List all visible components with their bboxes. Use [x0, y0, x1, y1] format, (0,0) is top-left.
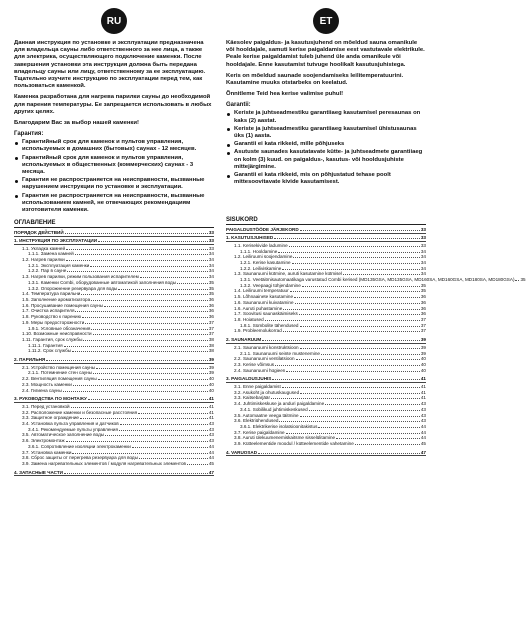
- leader-dots: [66, 441, 208, 442]
- toc-entry-label: 1.2. Leiliruumi soojendamine: [234, 254, 293, 260]
- leader-dots: [265, 320, 420, 321]
- toc-entry-label: 4. ЗАПАСНЫЕ ЧАСТИ: [14, 469, 63, 475]
- et-intro-paragraph: Käesolev paigaldus- ja kasutusjuhend on mõeldud sauna omanikule või hooldajale, samuti kerise paigaldamise eest vastutavale elektrikule. Peale kerise paigaldamist tuleb juhend üle anda omanikule või hooldajale. Enne kasutamist tutvuge hoolikalt kasutusjuhistega.: [226, 40, 425, 68]
- toc-entry-label: 1.6. Просушивание помещения сауны: [22, 302, 103, 308]
- ru-guarantee-item: Гарантия не распространяется на неисправности, вызванные использованием камней, не отвечающих рекомендациям изготовителя каменки.: [14, 193, 214, 215]
- leader-dots: [73, 385, 208, 386]
- toc-section: [14, 357, 214, 393]
- ru-guarantee-item: Гарантия не распространяется на неисправности, вызванные нарушением инструкции по установке и эксплуатации.: [14, 177, 214, 191]
- toc-entry-label: 1.2.1. Kerise kasutamine: [240, 259, 291, 265]
- toc-entry-label: 1.7. Soovitusi saunaskäimiseks: [234, 311, 298, 317]
- toc-entry-label: 1.5. Lõhnaainete kasutamine: [234, 294, 293, 300]
- toc-section: [14, 396, 214, 466]
- toc-entry-label: 1.1.1. Hooldamine: [240, 248, 278, 254]
- toc-entry-page: 41: [208, 403, 214, 409]
- toc-entry-label: 1.8. Руководство к парению: [22, 314, 82, 320]
- leader-dots: [295, 303, 420, 304]
- toc-entry-page: 37: [420, 328, 426, 334]
- toc-entry-page: 38: [208, 342, 214, 348]
- ru-toc-header-label: ПОРЯДОК ДЕЙСТВИЙ: [14, 230, 64, 236]
- toc-entry-page: 36: [420, 311, 426, 317]
- toc-entry-page: 37: [420, 317, 426, 322]
- toc-entry-label: 2.4. Гигиена сауны: [22, 387, 62, 393]
- ru-toc-title: ОГЛАВЛЕНИЕ: [14, 220, 56, 227]
- leader-dots: [292, 263, 420, 264]
- toc-entry-label: 1.2. Нагрев парилки: [22, 257, 65, 263]
- leader-dots: [286, 371, 420, 372]
- toc-entry-label: 1.3. Saunaruumi kütmine, auruti kasutamine kütmisel: [234, 271, 343, 277]
- leader-dots: [118, 289, 208, 290]
- toc-entry-label: 2.1. Saunaruumi konstruktsioon: [234, 344, 299, 350]
- toc-entry-label: 4. VARUOSAD: [226, 449, 258, 455]
- toc-section: [226, 235, 526, 334]
- toc-entry[interactable]: [14, 470, 214, 477]
- toc-entry-page: 41: [420, 395, 426, 401]
- leader-dots: [80, 418, 208, 419]
- ru-intro-paragraph: Каменка разработана для нагрева парилки сауны до необходимой для парения температуры. Ее запрещается использовать в любых других целях.: [14, 94, 212, 115]
- leader-dots: [279, 421, 419, 422]
- toc-entry-page: 40: [208, 381, 214, 387]
- toc-entry-page: 34: [208, 274, 214, 280]
- toc-entry-page: 36: [208, 308, 214, 314]
- toc-entry-label: 1.1. Укладка камней: [22, 245, 66, 251]
- toc-entry-label: 3.6.1. Elektrikerise isolatsioonitakistus: [240, 423, 318, 429]
- toc-entry[interactable]: [226, 235, 426, 242]
- leader-dots: [272, 379, 420, 380]
- toc-entry-label: 3.3. Kaitsebarjäär: [234, 395, 271, 401]
- toc-entry-label: 2.1.1. Saunaruumi seinte mustenemine: [240, 350, 320, 356]
- toc-entry-label: 1.1. Kerisekivide ladumine: [234, 242, 288, 248]
- toc-entry-page: 35: [520, 277, 526, 283]
- toc-entry-label: 1.3.1. Veetäitmisautomaatikaga varustatud Combi kerised (MD135GSA, MD135GSA, MD160SA, MD160GSA, MD180SA, MD180GSA): [240, 277, 515, 283]
- toc-entry-page: 44: [208, 449, 214, 455]
- leader-dots: [91, 329, 207, 330]
- leader-dots: [85, 323, 208, 324]
- leader-dots: [274, 238, 420, 239]
- toc-entry-page: 43: [208, 438, 214, 444]
- toc-section: [14, 238, 214, 354]
- toc-entry-page: 37: [208, 331, 214, 337]
- toc-entry-label: 1.4. Температура парильни: [22, 291, 81, 297]
- toc-entry-label: 1.6. Saunaruumi kuivatamine: [234, 299, 294, 305]
- toc-entry-page: 44: [420, 435, 426, 441]
- toc-entry-page: 39: [208, 357, 214, 363]
- toc-entry-page: 36: [208, 297, 214, 302]
- toc-entry-label: 3.1. Enne paigaldamist: [234, 384, 281, 390]
- toc-entry-page: 35: [208, 291, 214, 297]
- toc-entry-label: 3.6. Электромонтаж: [22, 438, 65, 444]
- toc-entry-label: 3.9. Küttеelementide moodul / küttеelementide vahetamine: [234, 441, 354, 447]
- toc-entry-label: 1.10. Возможные неисправности: [22, 331, 92, 337]
- toc-entry-label: 1.3. Нагрев парилки, режим пользования испарителем: [22, 274, 139, 280]
- toc-entry[interactable]: [14, 388, 214, 394]
- toc-entry-page: 36: [208, 314, 214, 320]
- leader-dots: [81, 294, 207, 295]
- leader-dots: [72, 453, 207, 454]
- toc-entry-page: 43: [420, 401, 426, 407]
- ru-intro-paragraph: Благодарим Вас за выбор нашей каменки!: [14, 120, 139, 127]
- leader-dots: [343, 274, 420, 275]
- toc-entry-label: 1.9.1. Условные обозначения: [28, 325, 91, 331]
- leader-dots: [65, 233, 208, 234]
- toc-entry-page: 37: [208, 325, 214, 331]
- toc-entry-label: 1.3.2. Опорожнение резервуара для воды: [28, 285, 118, 291]
- et-intro-paragraph: Keris on mõeldud saunade soojendamiseks leilitemperatuurini. Kasutamine muuks otstarbeks on keelatud.: [226, 72, 404, 87]
- leader-dots: [75, 311, 207, 312]
- toc-entry-page: 44: [208, 455, 214, 461]
- toc-entry[interactable]: [226, 376, 426, 383]
- toc-entry-label: 3.6.1. Сопротивление изоляции электрокаменки: [28, 443, 131, 449]
- leader-dots: [64, 473, 208, 474]
- ru-toc-rule: [14, 227, 214, 228]
- leader-dots: [289, 246, 420, 247]
- toc-entry-label: 3.4. Juhtimiskeskuse ja anduri paigaldamine: [234, 401, 325, 407]
- toc-entry-label: 2.4. Saunaruumi hügieen: [234, 367, 286, 373]
- et-guarantee-title: Garantii:: [226, 102, 251, 109]
- leader-dots: [139, 458, 208, 459]
- toc-entry-page: 44: [208, 443, 214, 449]
- leader-dots: [300, 416, 420, 417]
- ru-toc-header[interactable]: [14, 230, 214, 237]
- toc-entry-label: 2.1. Устройство помещения сауны: [22, 364, 96, 370]
- leader-dots: [71, 407, 208, 408]
- leader-dots: [88, 399, 208, 400]
- toc-entry-page: 43: [208, 421, 214, 427]
- leader-dots: [302, 286, 420, 287]
- toc-entry-label: 3. РУКОВОДСТВА ПО МОНТАЖУ: [14, 396, 87, 402]
- toc-entry-page: 39: [420, 344, 426, 350]
- toc-entry-label: 1.3.1. Каменки Combi, оборудованные автоматикой заполнения воды: [28, 279, 177, 285]
- leader-dots: [46, 360, 208, 361]
- leader-dots: [300, 326, 420, 327]
- toc-entry-label: 3.8. Сброс защиты от перегрева резервуара для воды: [22, 455, 138, 461]
- leader-dots: [286, 433, 420, 434]
- leader-dots: [275, 365, 420, 366]
- toc-entry-label: 2.1.1. Потемнение стен сауны: [28, 370, 92, 376]
- toc-entry-page: 38: [208, 336, 214, 342]
- toc-entry-label: 3.4. Установка пульта управления и датчиков: [22, 421, 119, 427]
- toc-entry-label: 2. SAUNARUUM: [226, 337, 262, 343]
- toc-entry-page: 45: [420, 441, 426, 447]
- leader-dots: [278, 252, 420, 253]
- toc-entry-label: 1.9. Probleemolukorrad: [234, 328, 282, 334]
- leader-dots: [271, 398, 420, 399]
- et-toc-header-page: 33: [420, 227, 426, 233]
- toc-entry-label: 1.4. Leiliruumi temperatuur: [234, 288, 289, 294]
- et-column: [226, 8, 526, 459]
- leader-dots: [63, 391, 208, 392]
- leader-dots: [283, 309, 420, 310]
- toc-entry[interactable]: [226, 450, 426, 457]
- toc-entry-page: 34: [420, 248, 426, 254]
- toc-entry-label: 3. PAIGALDUSJUHIS: [226, 376, 272, 382]
- toc-entry-label: 3.2. Расположение каменки и безопасные расстояния: [22, 409, 138, 415]
- leader-dots: [83, 340, 208, 341]
- toc-entry-label: 3.5. Automaatne veega täitmine: [234, 412, 299, 418]
- leader-dots: [119, 430, 208, 431]
- toc-entry-page: 34: [420, 259, 426, 265]
- et-intro-paragraph: Õnnitleme Teid hea kerise valimise puhul!: [226, 91, 344, 98]
- toc-entry-page: 40: [420, 367, 426, 373]
- leader-dots: [300, 348, 420, 349]
- et-intro: [226, 40, 426, 186]
- leader-dots: [282, 387, 420, 388]
- toc-entry-page: 35: [420, 288, 426, 294]
- toc-entry[interactable]: [226, 328, 426, 334]
- leader-dots: [290, 291, 420, 292]
- toc-entry-page: 39: [208, 370, 214, 376]
- toc-entry-page: 34: [420, 271, 426, 277]
- leader-dots: [336, 438, 420, 439]
- toc-entry-label: 2. ПАРИЛЬНЯ: [14, 357, 46, 363]
- leader-dots: [64, 346, 208, 347]
- toc-entry-page: 39: [420, 337, 426, 343]
- leader-dots: [132, 447, 208, 448]
- toc-entry-page: 33: [420, 235, 426, 241]
- toc-entry-page: 41: [208, 409, 214, 415]
- leader-dots: [75, 254, 208, 255]
- ru-column: [14, 8, 214, 479]
- leader-dots: [318, 427, 420, 428]
- leader-dots: [138, 413, 208, 414]
- toc-entry-label: 3.9. Замена нагревательных элементов / модуля нагревательных элементов: [22, 460, 186, 466]
- et-guarantee-item: Keriste ja juhtseadmestiku garantiiaeg kasutamisel ühistusaunas üks (1) aasta.: [226, 126, 426, 140]
- leader-dots: [120, 424, 208, 425]
- toc-entry-label: 2.3. Kerise võimsus: [234, 361, 275, 367]
- et-toc-list: [226, 235, 526, 456]
- leader-dots: [282, 269, 420, 270]
- toc-entry-label: 1. ИНСТРУКЦИЯ ПО ЭКСПЛУАТАЦИИ: [14, 237, 98, 243]
- toc-entry-page: 44: [420, 423, 426, 429]
- toc-entry-label: 1.7. Очистка испарителя: [22, 308, 75, 314]
- leader-dots: [93, 334, 208, 335]
- toc-entry-label: 3.8. Auruti ülekuumenemiskaitsme sisselülitamine: [234, 435, 336, 441]
- leader-dots: [296, 359, 420, 360]
- toc-entry-page: 40: [208, 387, 214, 393]
- toc-section: [226, 376, 426, 446]
- et-toc-header[interactable]: [226, 227, 426, 234]
- toc-entry[interactable]: [14, 396, 214, 403]
- leader-dots: [187, 464, 208, 465]
- toc-entry-label: 1.5. Заполнение ароматизатора: [22, 297, 91, 302]
- toc-entry[interactable]: [14, 348, 214, 354]
- leader-dots: [177, 283, 208, 284]
- leader-dots: [294, 297, 420, 298]
- toc-entry-label: 2.2. Вентиляция помещения сауны: [22, 376, 97, 382]
- toc-entry-label: 3.7. Kerise paigaldamine: [234, 429, 285, 435]
- toc-entry-page: 34: [208, 262, 214, 268]
- leader-dots: [66, 249, 208, 250]
- leader-dots: [105, 435, 208, 436]
- leader-dots: [300, 393, 420, 394]
- toc-entry-label: 2.3. Мощность каменки: [22, 381, 72, 387]
- toc-entry-page: 37: [420, 322, 426, 328]
- toc-entry-label: 1.11.1. Гарантия: [28, 342, 63, 348]
- toc-entry-page: 37: [208, 319, 214, 325]
- toc-entry-page: 47: [208, 469, 214, 475]
- leader-dots: [90, 266, 208, 267]
- ru-guarantee-list: [14, 139, 214, 214]
- toc-entry-label: 1.2.2. Leiliviskamine: [240, 265, 282, 271]
- et-guarantee-list: [226, 110, 426, 186]
- ru-intro: [14, 40, 214, 214]
- toc-entry-label: 1.8.1. Sümbolite tähendused: [240, 322, 299, 328]
- leader-dots: [98, 241, 208, 242]
- et-toc-title: SISUKORD: [226, 217, 258, 224]
- toc-section: [226, 450, 426, 457]
- ru-toc-list: [14, 238, 214, 476]
- leader-dots: [82, 317, 208, 318]
- toc-entry-page: 47: [420, 449, 426, 455]
- toc-entry-page: 34: [208, 257, 214, 263]
- toc-entry-label: 3.5. Автоматическое заполнение воды: [22, 432, 105, 438]
- leader-dots: [355, 444, 420, 445]
- leader-dots: [72, 351, 208, 352]
- leader-dots: [325, 404, 420, 405]
- toc-entry-page: 40: [420, 356, 426, 362]
- toc-entry-page: 40: [208, 376, 214, 382]
- toc-entry-label: 3.2. Asukoht ja ohutuskaugused: [234, 389, 300, 395]
- toc-entry-page: 43: [420, 406, 426, 412]
- toc-entry-page: 39: [420, 350, 426, 356]
- toc-entry-page: 34: [208, 251, 214, 257]
- toc-entry-page: 35: [208, 285, 214, 291]
- toc-entry-label: 3.4.1. Рекомендуемые пульты управления: [28, 426, 118, 432]
- ru-intro-paragraph: Данная инструкция по установке и эксплуатации предназначена для владельца сауны либо ответственного за нее лица, а также для электрика, осуществляющего подключение каменки. После завершения установки эта инструкция должна быть передана владельцу сауны или лицу, ответственному за ее эксплуатацию. Тщательно изучите инструкцию по эксплуатации перед тем, как пользоваться каменкой.: [14, 40, 206, 90]
- toc-entry-page: 35: [208, 279, 214, 285]
- toc-entry-page: 39: [208, 364, 214, 370]
- toc-entry-page: 35: [420, 282, 426, 288]
- et-guarantee-item: Asutuste saunades kasutatavate kütte- ja juhtseadmete garantiiaeg on kolm (3) kuud. on paigaldus-, kasutus- või hooldusjuhiste mittejärgimine.: [226, 149, 426, 171]
- toc-entry-label: 3.1. Перед установкой: [22, 403, 70, 409]
- toc-section: [14, 470, 214, 477]
- toc-entry-page: 36: [420, 294, 426, 300]
- leader-dots: [299, 314, 420, 315]
- leader-dots: [96, 368, 208, 369]
- toc-entry-page: 43: [420, 418, 426, 424]
- toc-entry-page: 36: [420, 305, 426, 311]
- leader-dots: [262, 340, 420, 341]
- toc-entry-page: 41: [208, 415, 214, 421]
- leader-dots: [140, 277, 208, 278]
- toc-entry-page: 33: [420, 242, 426, 248]
- et-guarantee-item: Garantii ei kata rikkeid, mis on põhjustatud tehase poolt mittesoovitavate kivide kasutamisest.: [226, 172, 426, 186]
- leader-dots: [93, 373, 208, 374]
- toc-entry[interactable]: [14, 461, 214, 467]
- ru-guarantee-item: Гарантийный срок для каменок и пультов управления, используемых в домашних (бытовых) саунах - 12 месяцев.: [14, 139, 214, 153]
- toc-entry-page: 41: [420, 376, 426, 382]
- toc-entry-label: 1.9. Меры предосторожности: [22, 319, 85, 325]
- ru-guarantee-item: Гарантийный срок для каменок и пультов управления, используемых в общественных (коммерческих) саунах - 3 месяца.: [14, 155, 214, 177]
- leader-dots: [66, 260, 208, 261]
- toc-entry-label: 1. KASUTUSJUHISED: [226, 235, 274, 241]
- leader-dots: [104, 306, 208, 307]
- toc-entry[interactable]: [226, 368, 426, 374]
- toc-entry-page: 43: [208, 432, 214, 438]
- toc-section: [226, 337, 426, 373]
- toc-entry-page: 34: [420, 254, 426, 260]
- toc-entry-label: 3.3. Защитное ограждение: [22, 415, 79, 421]
- toc-entry-page: 36: [208, 302, 214, 308]
- toc-entry-label: 3.7. Установка каменки: [22, 449, 72, 455]
- toc-entry-page: 33: [208, 245, 214, 251]
- leader-dots: [91, 300, 208, 301]
- leader-dots: [98, 379, 208, 380]
- et-toc-rule: [226, 224, 426, 225]
- toc-entry-page: 33: [208, 237, 214, 243]
- ru-toc-header-page: 33: [208, 230, 214, 236]
- leader-dots: [515, 280, 519, 281]
- et-guarantee-item: Garantii ei kata rikkeid, mille põhjuseks: [226, 141, 426, 148]
- ru-guarantee-title: Гарантия:: [14, 131, 44, 138]
- leader-dots: [293, 257, 419, 258]
- toc-entry-page: 45: [208, 460, 214, 466]
- leader-dots: [309, 410, 420, 411]
- toc-entry[interactable]: [14, 357, 214, 364]
- et-toc-header-label: PAIGALDUSTÖÖDE JÄRJEKORD: [226, 227, 299, 233]
- et-language-badge: ET: [313, 8, 339, 34]
- leader-dots: [300, 230, 420, 231]
- leader-dots: [67, 271, 208, 272]
- et-guarantee-item: Keriste ja juhtseadmestiku garantiiaeg kasutamisel peresaunas on kaks (2) aastat.: [226, 110, 426, 124]
- toc-entry-label: 1.8. Hoiatused: [234, 317, 264, 322]
- leader-dots: [321, 354, 420, 355]
- toc-entry-page: 44: [420, 429, 426, 435]
- toc-entry[interactable]: [14, 238, 214, 245]
- toc-entry-label: 1.3.2. Veepaagi tühjendamine: [240, 282, 301, 288]
- toc-entry-label: 3.4.1. Sobilikud juhtimiskeskused: [240, 406, 308, 412]
- toc-entry-page: 34: [208, 268, 214, 274]
- toc-entry-page: 34: [420, 265, 426, 271]
- leader-dots: [258, 453, 420, 454]
- toc-entry-page: 43: [420, 412, 426, 418]
- toc-entry-label: 1.11.2. Срок службы: [28, 348, 72, 354]
- toc-entry-page: 41: [208, 396, 214, 402]
- toc-entry-page: 40: [420, 361, 426, 367]
- toc-entry[interactable]: [226, 441, 426, 447]
- toc-entry-page: 43: [208, 426, 214, 432]
- leader-dots: [283, 331, 420, 332]
- toc-entry-label: 3.6. Elektriühendused: [234, 418, 279, 424]
- toc-entry[interactable]: [226, 337, 426, 344]
- toc-entry-page: 38: [208, 348, 214, 354]
- toc-entry-label: 2.2. Saunaruumi ventilatsioon: [234, 356, 295, 362]
- toc-entry-page: 41: [420, 389, 426, 395]
- toc-entry-label: 1.1.1. Замена камней: [28, 251, 74, 257]
- toc-entry-label: 1.2.2. Пар в сауне: [28, 268, 67, 274]
- toc-entry-page: 41: [420, 384, 426, 390]
- toc-entry-label: 1.11. Гарантия, срок службы: [22, 336, 83, 342]
- toc-entry-label: 1.2.1. Эксплуатация каменки: [28, 262, 90, 268]
- toc-entry-label: 1.6. Auruti puhastamine: [234, 305, 283, 311]
- ru-language-badge: RU: [101, 8, 127, 34]
- toc-entry-page: 36: [420, 299, 426, 305]
